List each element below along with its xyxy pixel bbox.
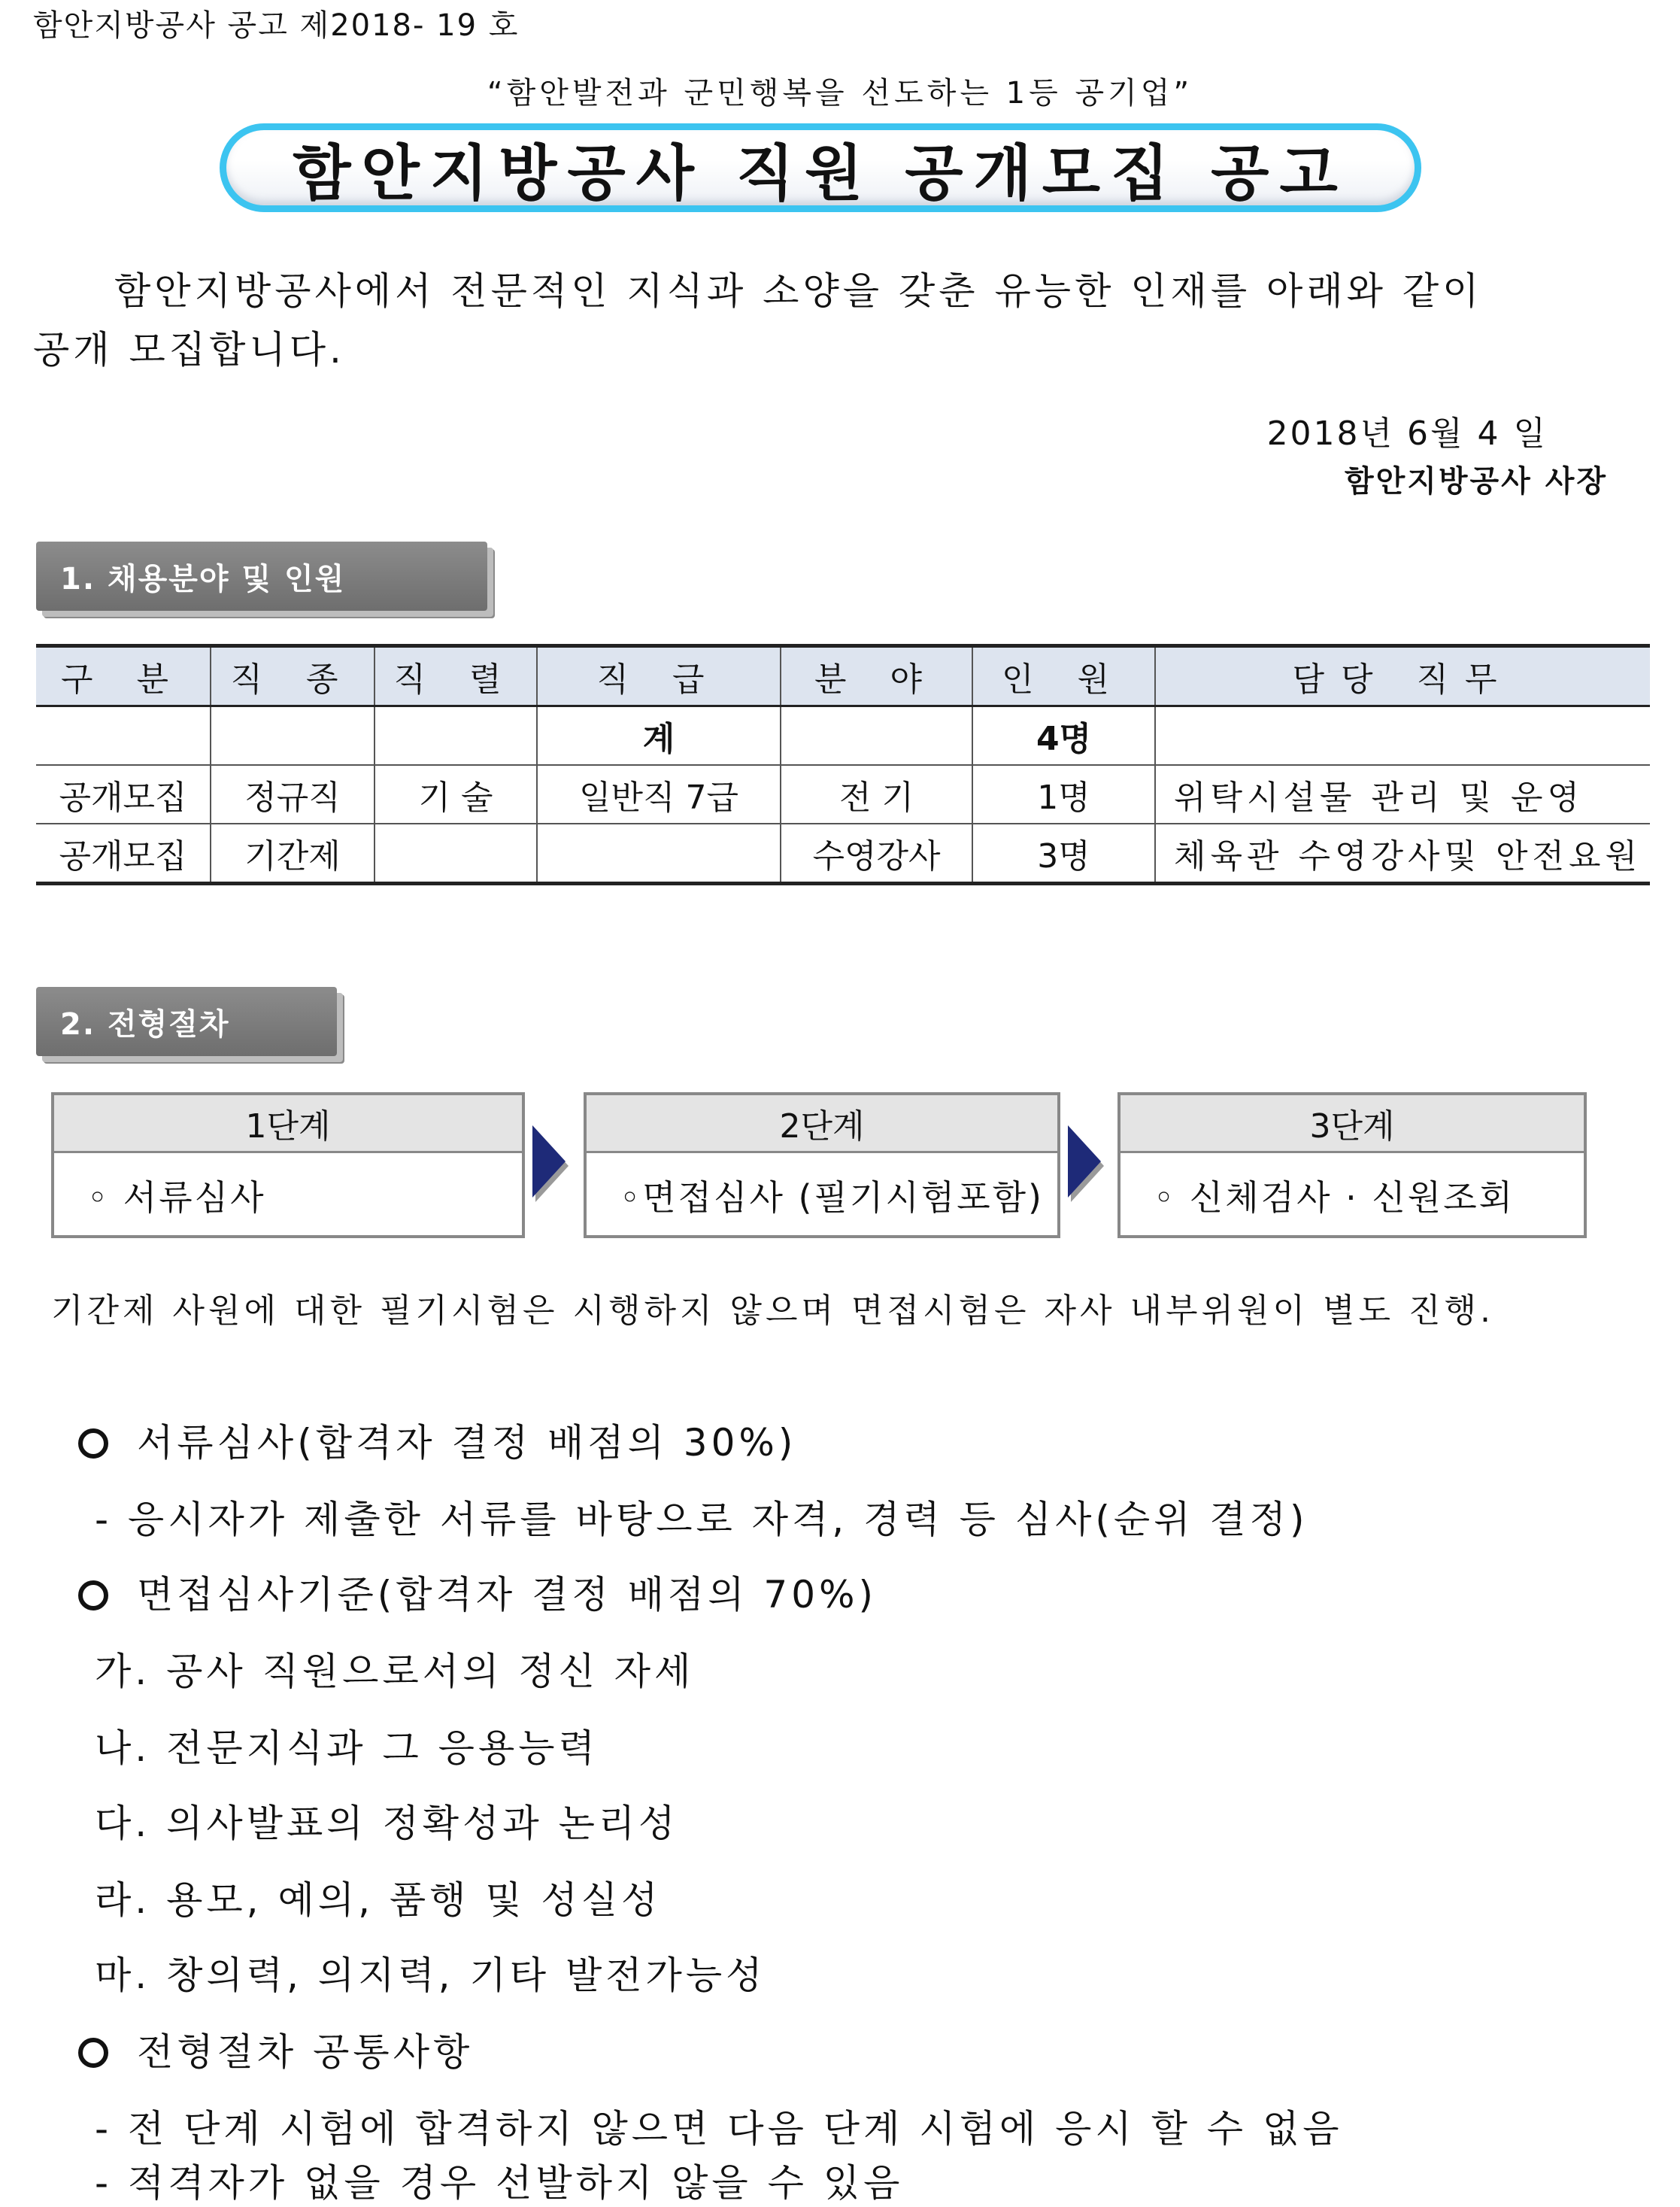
criteria-heading-common — [78, 2022, 473, 2076]
intro-line-2: 공개 모집합니다. — [33, 328, 345, 372]
circle-bullet-icon — [78, 1428, 108, 1459]
intro-line-1: 함안지방공사에서 전문적인 지식과 소양을 갖춘 유능한 인재를 아래와 같이 — [114, 269, 1483, 313]
table-cell: 위탁시설물 관리 및 운영 — [1155, 765, 1650, 824]
stage-content: ◦ 서류심사 — [87, 1177, 266, 1218]
total-label: 계 — [537, 706, 781, 766]
table-cell: 일반직 7급 — [537, 765, 781, 824]
intro-paragraph — [33, 262, 1642, 379]
table-row — [36, 824, 1650, 884]
interview-criterion: 마. 창의력, 의지력, 기타 발전가능성 — [95, 1954, 766, 1997]
stage-label: 1단계 — [54, 1095, 522, 1153]
table-cell — [36, 706, 211, 766]
interview-criterion: 가. 공사 직원으로서의 정신 자세 — [95, 1650, 695, 1693]
criteria-detail: - 응시자가 제출한 서류를 바탕으로 자격, 경력 등 심사(순위 결정) — [95, 1498, 1309, 1541]
table-cell — [537, 824, 781, 884]
common-rule: - 전 단계 시험에 합격하지 않으면 다음 단계 시험에 응시 할 수 없음 — [95, 2107, 1343, 2151]
column-header: 직 급 — [537, 646, 781, 706]
table-cell — [375, 824, 537, 884]
table-cell: 전 기 — [781, 765, 972, 824]
table-cell: 1명 — [972, 765, 1155, 824]
stage-box-3 — [1117, 1092, 1587, 1238]
table-cell: 수영강사 — [781, 824, 972, 884]
arrow-right-icon — [531, 1119, 576, 1217]
column-header: 담당 직무 — [1155, 646, 1650, 706]
column-header: 직 종 — [211, 646, 375, 706]
table-total-row — [36, 706, 1650, 766]
criteria-heading-text: 면접심사기준(합격자 결정 배점의 70%) — [137, 1573, 878, 1617]
issuer: 함안지방공사 사장 — [1344, 464, 1608, 499]
column-header: 분 야 — [781, 646, 972, 706]
interview-criterion: 다. 의사발표의 정확성과 논리성 — [95, 1802, 679, 1845]
criteria-heading-text: 전형절차 공통사항 — [137, 2030, 474, 2074]
stage-box-2 — [584, 1092, 1060, 1238]
interview-criterion: 라. 용모, 예의, 품행 및 성실성 — [95, 1878, 662, 1922]
table-cell: 기 술 — [375, 765, 537, 824]
circle-bullet-icon — [78, 1580, 108, 1610]
criteria-heading-document — [78, 1413, 796, 1467]
section-heading-recruitment: 1. 채용분야 및 인원 — [36, 542, 487, 611]
stage-content: ◦면접심사 (필기시험포함) — [620, 1177, 1045, 1218]
column-header: 구 분 — [36, 646, 211, 706]
announcement-date: 2018년 6월 4 일 — [1266, 414, 1548, 453]
stage-box-1 — [51, 1092, 525, 1238]
stage-label: 2단계 — [587, 1095, 1057, 1153]
section-heading-selection: 2. 전형절차 — [36, 987, 337, 1056]
slogan: “함안발전과 군민행복을 선도하는 1등 공기업” — [487, 76, 1193, 111]
stage-label: 3단계 — [1121, 1095, 1584, 1153]
arrow-right-icon — [1066, 1119, 1111, 1217]
document-number: 함안지방공사 공고 제2018- 19 호 — [33, 8, 520, 43]
criteria-heading-text: 서류심사(합격자 결정 배점의 30%) — [137, 1421, 797, 1465]
total-count: 4명 — [972, 706, 1155, 766]
criteria-heading-interview — [78, 1565, 877, 1619]
table-cell: 3명 — [972, 824, 1155, 884]
table-cell — [375, 706, 537, 766]
table-row — [36, 765, 1650, 824]
table-cell: 기간제 — [211, 824, 375, 884]
table-cell: 정규직 — [211, 765, 375, 824]
page-title: 함안지방공사 직원 공개모집 공고 — [293, 137, 1348, 208]
table-cell: 체육관 수영강사및 안전요원 — [1155, 824, 1650, 884]
selection-note: 기간제 사원에 대한 필기시험은 시행하지 않으며 면접시험은 자사 내부위원이 별도 진행. — [51, 1292, 1494, 1330]
column-header: 직 렬 — [375, 646, 537, 706]
stage-content: ◦ 신체검사 · 신원조회 — [1154, 1177, 1515, 1218]
title-banner — [220, 123, 1421, 212]
table-cell: 공개모집 — [36, 824, 211, 884]
column-header: 인 원 — [972, 646, 1155, 706]
table-cell: 공개모집 — [36, 765, 211, 824]
table-cell — [781, 706, 972, 766]
table-header-row — [36, 646, 1650, 706]
interview-criterion: 나. 전문지식과 그 응용능력 — [95, 1726, 599, 1770]
table-cell — [1155, 706, 1650, 766]
common-rule: - 적격자가 없을 경우 선발하지 않을 수 있음 — [95, 2161, 904, 2205]
table-cell — [211, 706, 375, 766]
recruitment-table — [36, 644, 1650, 885]
circle-bullet-icon — [78, 2038, 108, 2068]
